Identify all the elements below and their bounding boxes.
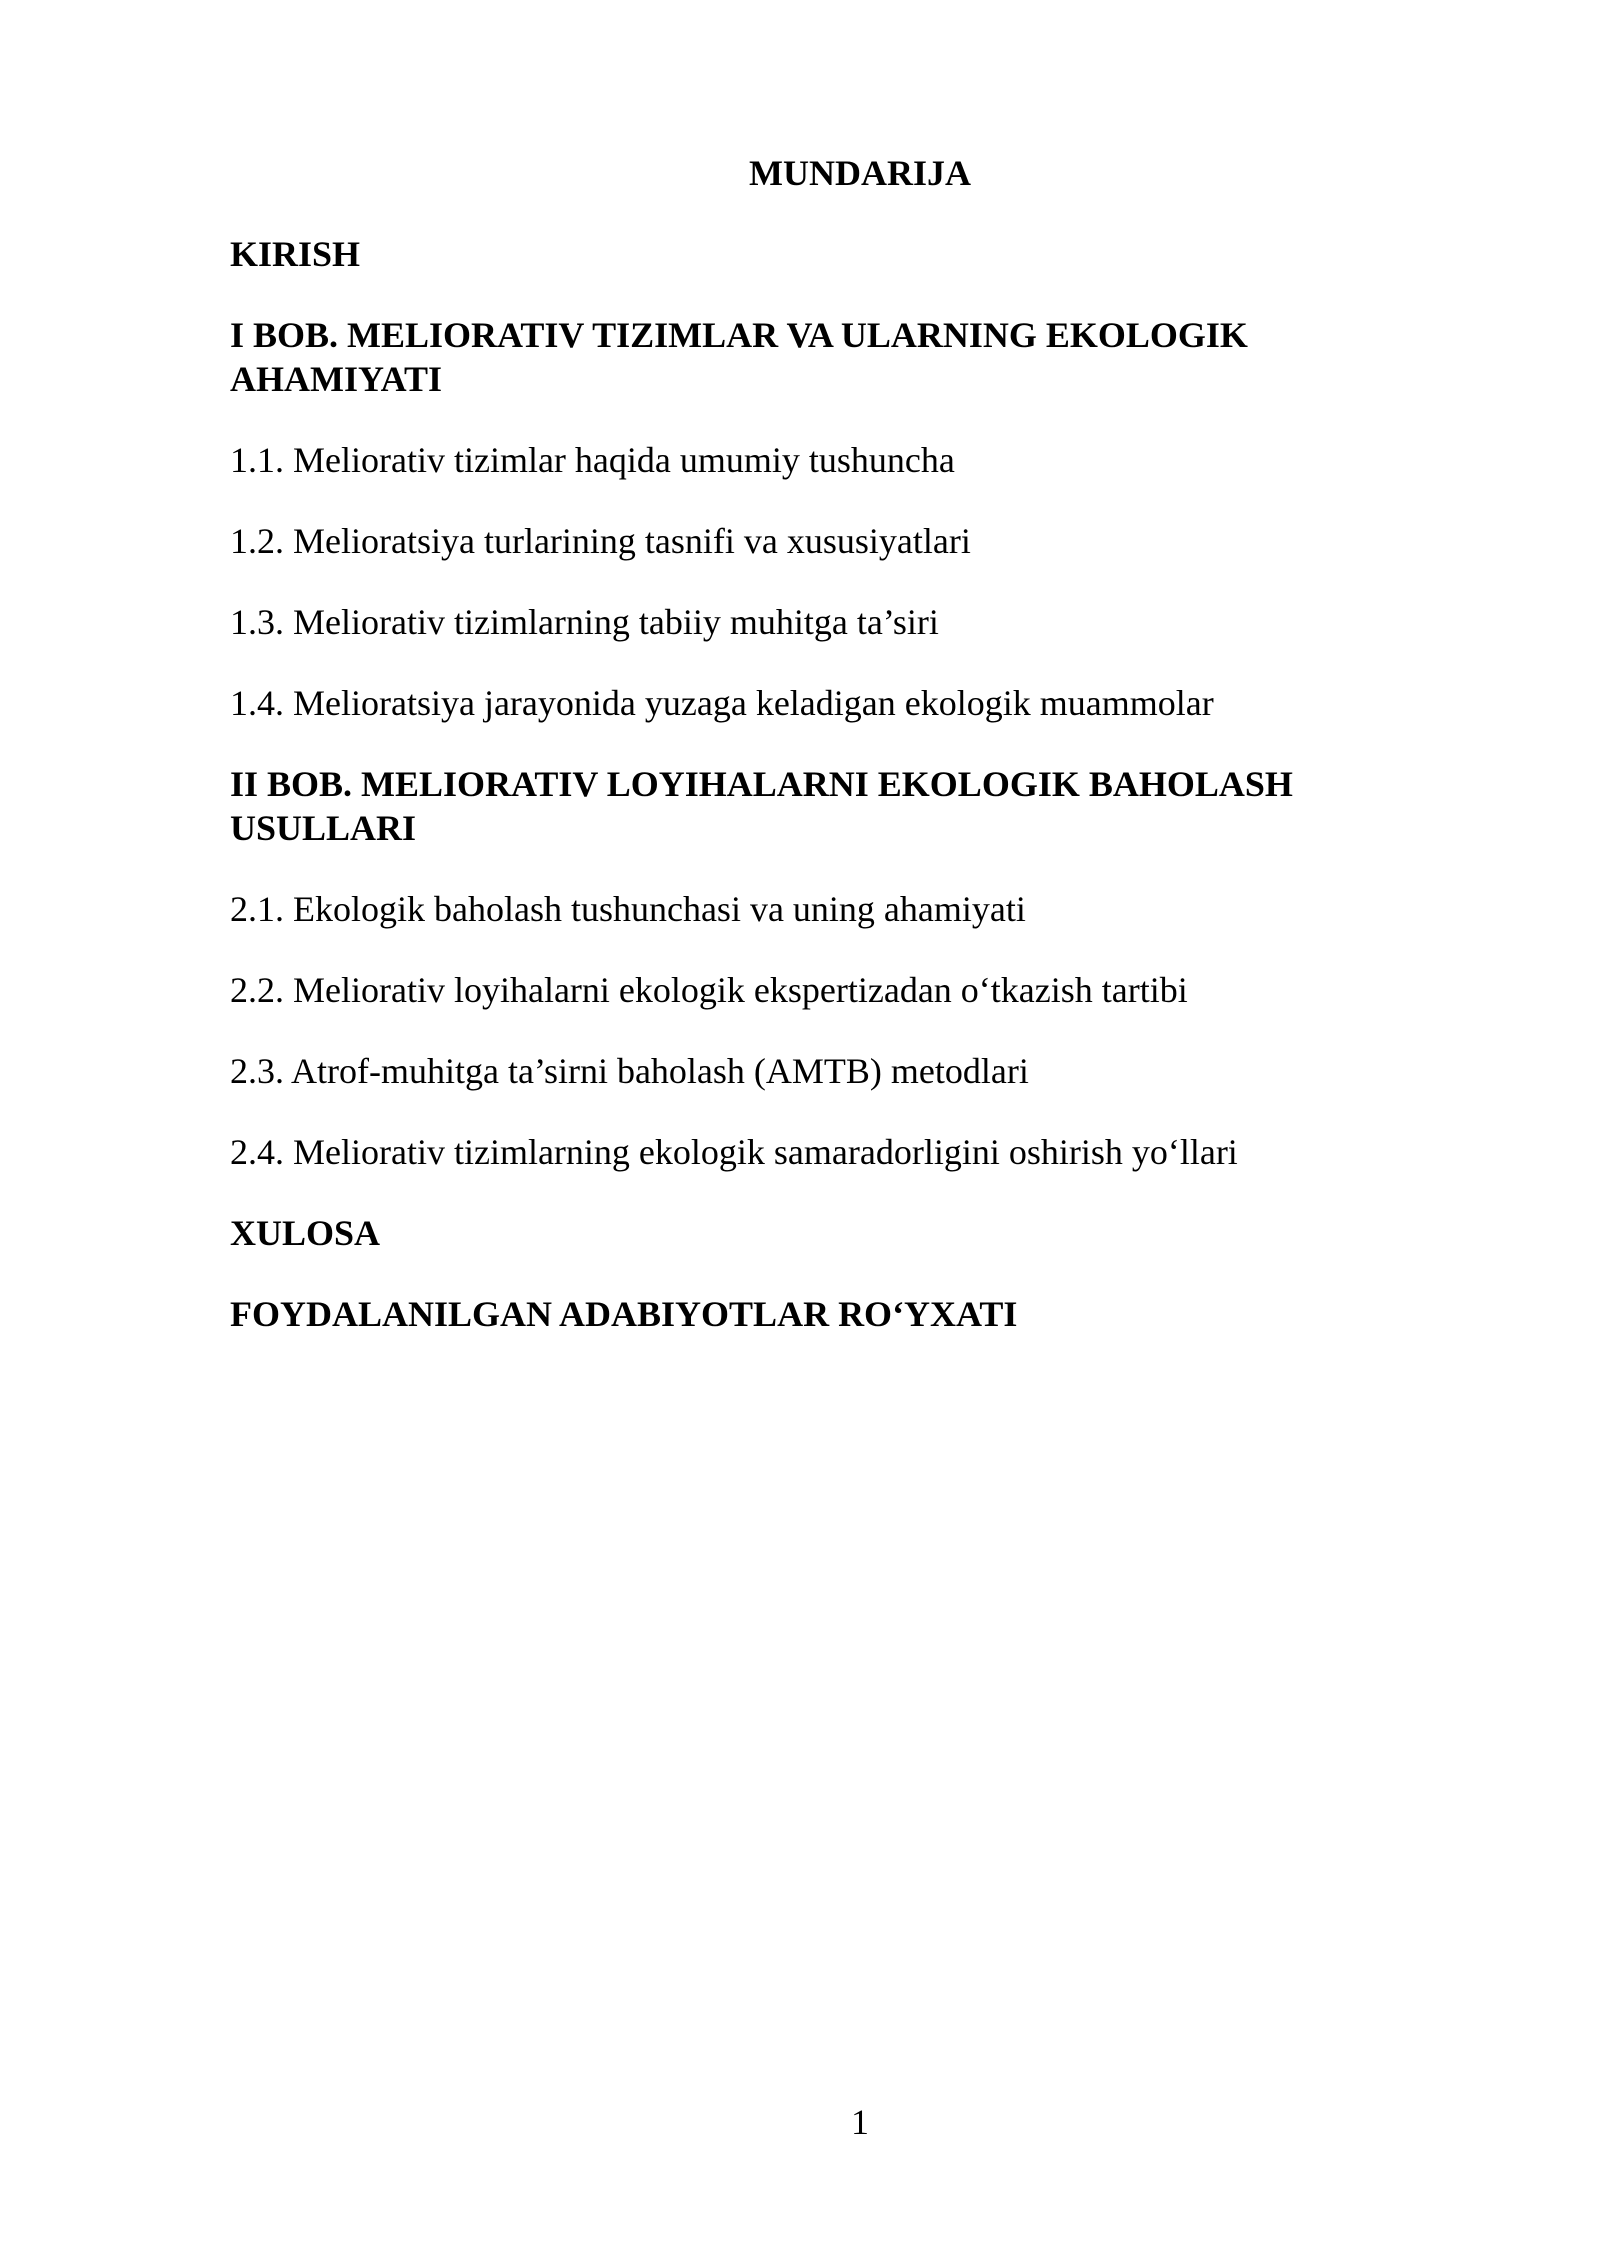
toc-section-2-1: 2.1. Ekologik baholash tushunchasi va uning ahamiyati [230, 889, 1026, 929]
toc-list [230, 232, 1390, 1373]
toc-heading-chapter-1: I BOB. MELIORATIV TIZIMLAR VA ULARNING EKOLOGIK AHAMIYATI [230, 315, 1248, 399]
toc-heading-references: FOYDALANILGAN ADABIYOTLAR RO‘YXATI [230, 1294, 1018, 1334]
toc-section-1-3: 1.3. Meliorativ tizimlarning tabiiy muhitga ta’siri [230, 602, 939, 642]
toc-title: MUNDARIJA [749, 153, 971, 193]
toc-section-2-2: 2.2. Meliorativ loyihalarni ekologik ekspertizadan o‘tkazish tartibi [230, 970, 1188, 1010]
toc-section-1-1: 1.1. Meliorativ tizimlar haqida umumiy tushuncha [230, 440, 955, 480]
page-number: 1 [851, 2102, 869, 2142]
toc-heading-chapter-2: II BOB. MELIORATIV LOYIHALARNI EKOLOGIK BAHOLASH USULLARI [230, 764, 1293, 848]
toc-section-2-4: 2.4. Meliorativ tizimlarning ekologik samaradorligini oshirish yo‘llari [230, 1132, 1238, 1172]
toc-heading-kirish: KIRISH [230, 234, 361, 274]
toc-section-2-3: 2.3. Atrof-muhitga ta’sirni baholash (AMTB) metodlari [230, 1051, 1029, 1091]
toc-section-1-2: 1.2. Melioratsiya turlarining tasnifi va xususiyatlari [230, 521, 971, 561]
toc-section-1-4: 1.4. Melioratsiya jarayonida yuzaga keladigan ekologik muammolar [230, 683, 1214, 723]
toc-heading-xulosa: XULOSA [230, 1213, 381, 1253]
